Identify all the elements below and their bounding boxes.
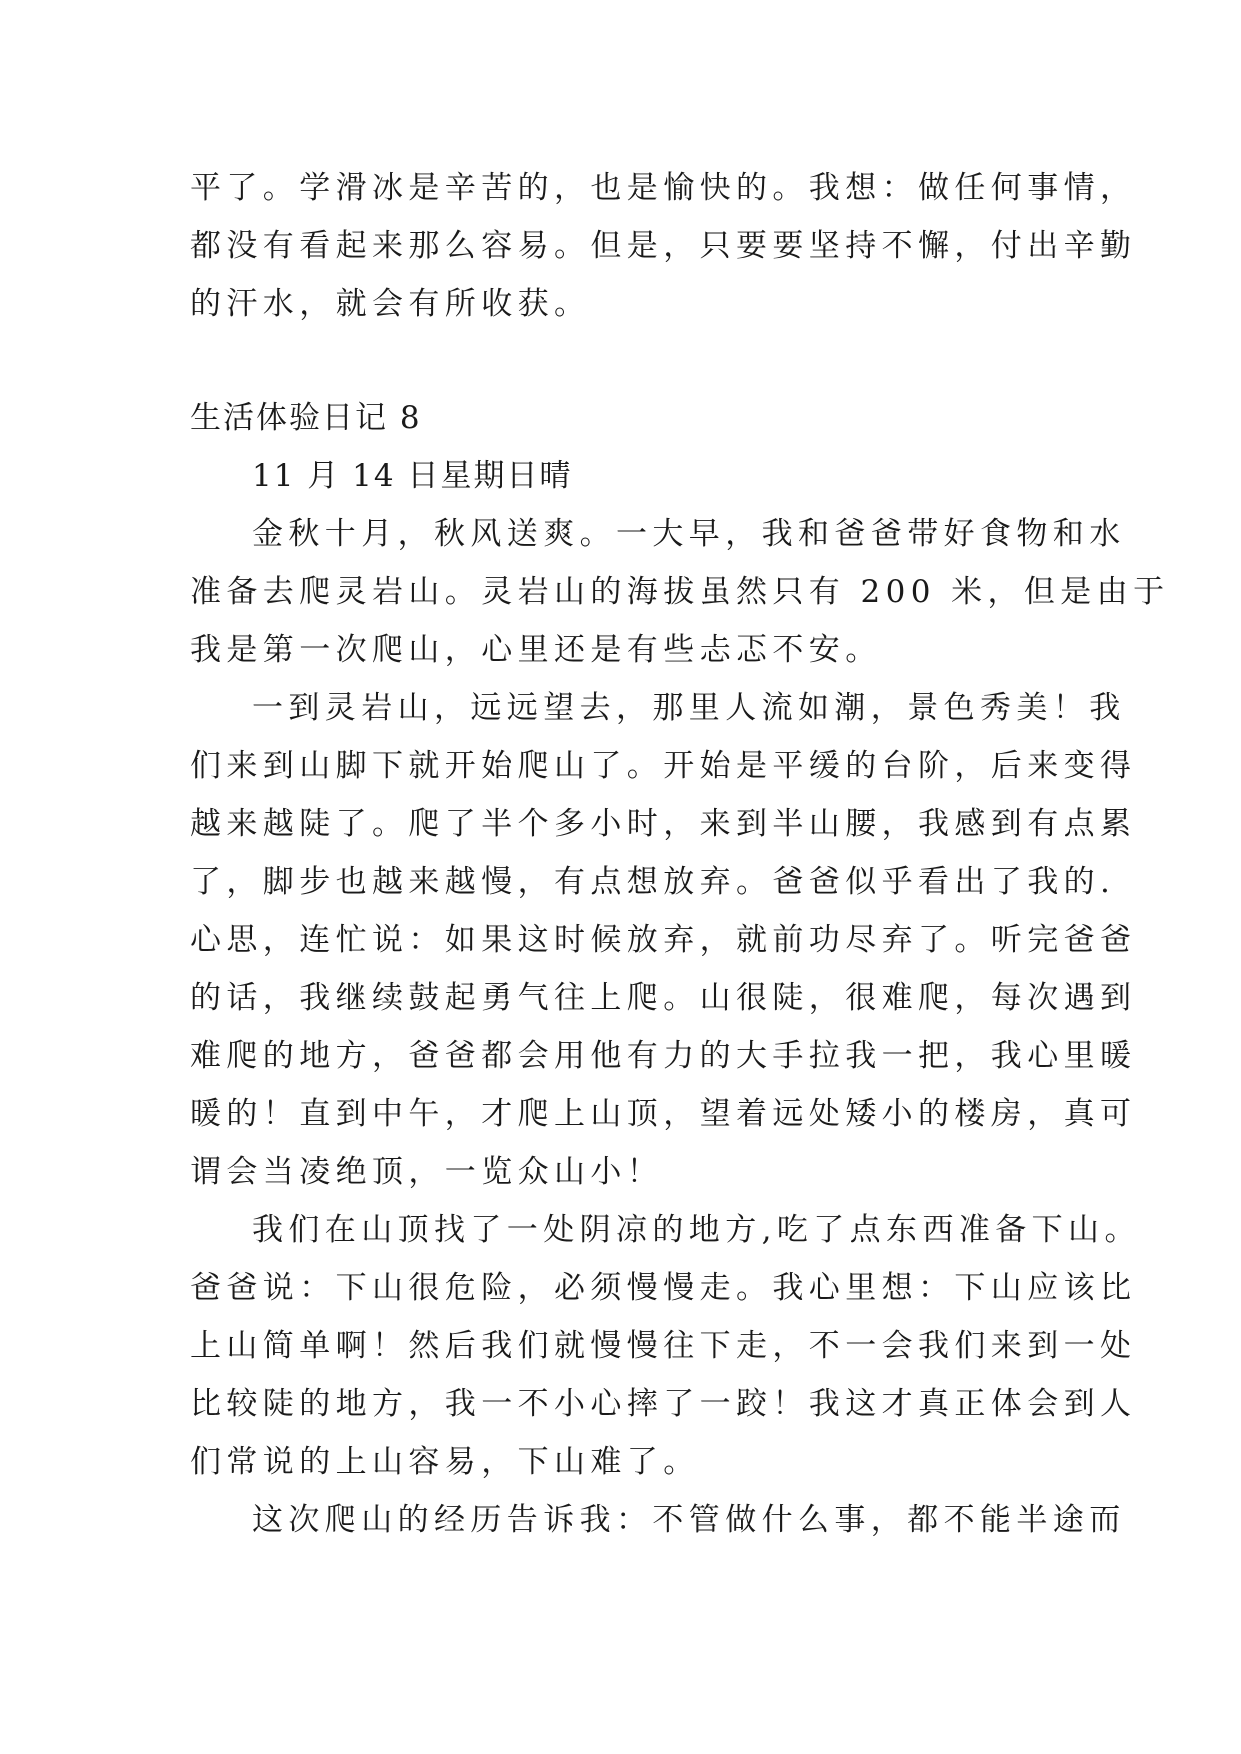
paragraph-line: 的话，我继续鼓起勇气往上爬。山很陡，很难爬，每次遇到 bbox=[190, 980, 1137, 1016]
paragraph-line: 难爬的地方，爸爸都会用他有力的大手拉我一把，我心里暖 bbox=[190, 1038, 1137, 1074]
section-title: 生活体验日记 8 bbox=[190, 400, 422, 436]
paragraph-line: 谓会当凌绝顶，一览众山小！ bbox=[190, 1154, 664, 1190]
paragraph-line: 了，脚步也越来越慢，有点想放弃。爸爸似乎看出了我的. bbox=[190, 864, 1116, 900]
paragraph-line: 上山简单啊！然后我们就慢慢往下走，不一会我们来到一处 bbox=[190, 1328, 1137, 1364]
paragraph-line: 金秋十月，秋风送爽。一大早，我和爸爸带好食物和水 bbox=[252, 516, 1126, 552]
paragraph-line: 比较陡的地方，我一不小心摔了一跤！我这才真正体会到人 bbox=[190, 1386, 1137, 1422]
paragraph-line: 这次爬山的经历告诉我：不管做什么事，都不能半途而 bbox=[252, 1502, 1126, 1538]
paragraph-line: 们来到山脚下就开始爬山了。开始是平缓的台阶，后来变得 bbox=[190, 748, 1137, 784]
paragraph-line: 爸爸说：下山很危险，必须慢慢走。我心里想：下山应该比 bbox=[190, 1270, 1137, 1306]
paragraph-line: 们常说的上山容易，下山难了。 bbox=[190, 1444, 700, 1480]
paragraph-line: 越来越陡了。爬了半个多小时，来到半山腰，我感到有点累 bbox=[190, 806, 1137, 842]
date-line: 11 月 14 日星期日晴 bbox=[252, 458, 573, 494]
paragraph-line: 我们在山顶找了一处阴凉的地方,吃了点东西准备下山。 bbox=[252, 1212, 1141, 1248]
text-line: 平了。学滑冰是辛苦的，也是愉快的。我想：做任何事情， bbox=[190, 170, 1137, 206]
paragraph-line: 暖的！直到中午，才爬上山顶，望着远处矮小的楼房，真可 bbox=[190, 1096, 1137, 1132]
paragraph-line: 心思，连忙说：如果这时候放弃，就前功尽弃了。听完爸爸 bbox=[190, 922, 1137, 958]
text-line: 都没有看起来那么容易。但是，只要要坚持不懈，付出辛勤 bbox=[190, 228, 1137, 264]
text-line: 的汗水，就会有所收获。 bbox=[190, 286, 591, 322]
paragraph-line: 一到灵岩山，远远望去，那里人流如潮，景色秀美！我 bbox=[252, 690, 1126, 726]
paragraph-line: 我是第一次爬山，心里还是有些忐忑不安。 bbox=[190, 632, 882, 668]
paragraph-line: 准备去爬灵岩山。灵岩山的海拔虽然只有 200 米，但是由于 bbox=[190, 574, 1170, 610]
